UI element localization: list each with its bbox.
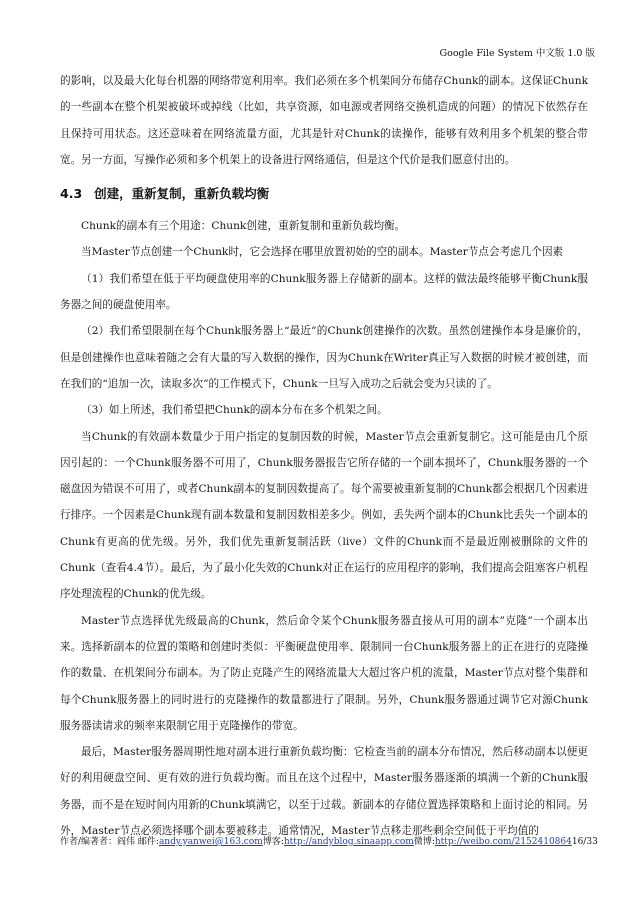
section-title: 创建，重新复制，重新负载均衡 (94, 186, 270, 202)
email-link[interactable]: andy.yanwei@163.com (158, 837, 263, 847)
page-number: 16/33 (571, 837, 598, 847)
blog-label: 博客: (262, 837, 284, 847)
author-label: 作者/编著者：阎伟 邮件: (60, 837, 159, 847)
paragraph-clone: Master节点选择优先级最高的Chunk，然后命令某个Chunk服务器直接从可用的副本”克隆”一个副本出来。选择新副本的位置的策略和创建时类似：平衡硬盘使用率、限制同一台Chunk服务器上的正在进行的克隆操作的数量、在机架间分布副本。为了防止克隆产生的网络流量大大超过客户机的流量，Master节点对整个集群和每个Chunk服务器上的同时进行的克隆操作的数量都进行了限制。另外，Chunk服务器通过调节它对源Chunk服务器读请求的频率来限制它用于克隆操作的带宽。 (60, 614, 588, 732)
paragraph-factor-2: （2）我们希望限制在每个Chunk服务器上“最近”的Chunk创建操作的次数。虽然创建操作本身是廉价的，但是创建操作也意味着随之会有大量的写入数据的操作，因为Chunk在Writer真正写入数据的时候才被创建，而在我们的“追加一次，读取多次”的工作模式下，Chunk一旦写入成功之后就会变为只读的了。 (60, 325, 588, 390)
intro-paragraph: 的影响，以及最大化每台机器的网络带宽利用率。我们必须在多个机架间分布储存Chunk的副本。这保证Chunk的一些副本在整个机架被破坏或掉线（比如，共享资源，如电源或者网络交换机造成的问题）的情况下依然存在且保持可用状态。这还意味着在网络流量方面，尤其是针对Chunk的读操作，能够有效利用多个机架的整合带宽。另一方面，写操作必须和多个机架上的设备进行网络通信，但是这个代价是我们愿意付出的。 (60, 75, 588, 166)
body-content (60, 68, 588, 844)
page-footer (60, 834, 598, 847)
paragraph-rebalancing: 最后，Master服务器周期性地对副本进行重新负载均衡：它检查当前的副本分布情况，然后移动副本以便更好的利用硬盘空间、更有效的进行负载均衡。而且在这个过程中，Master服务器逐渐的填满一个新的Chunk服务器，而不是在短时间内用新的Chunk填满它，以至于过载。新副本的存储位置选择策略和上面讨论的相同。另外，Master节点必须选择哪个副本要被移走。通常情况，Master节点移走那些剩余空间低于平均值的 (60, 746, 588, 838)
running-header: Google File System 中文版 1.0 版 (439, 48, 595, 59)
section-heading (60, 183, 588, 205)
section-number: 4.3 (60, 186, 83, 202)
paragraph-creation-factors: 当Master节点创建一个Chunk时，它会选择在哪里放置初始的空的副本。Master节点会考虑几个因素 (81, 246, 564, 259)
paragraph-factor-1: （1）我们希望在低于平均硬盘使用率的Chunk服务器上存储新的副本。这样的做法最终能够平衡Chunk服务器之间的硬盘使用率。 (60, 272, 588, 312)
paragraph-factor-3: （3）如上所述，我们希望把Chunk的副本分布在多个机架之间。 (81, 404, 388, 417)
paragraph-chunk-uses: Chunk的副本有三个用途：Chunk创建，重新复制和重新负载均衡。 (81, 220, 406, 233)
blog-link[interactable]: http://andyblog.sinaapp.com (283, 837, 414, 847)
paragraph-re-replication: 当Chunk的有效副本数量少于用户指定的复制因数的时候，Master节点会重新复制它。这可能是由几个原因引起的：一个Chunk服务器不可用了，Chunk服务器报告它所存储的一个副本损坏了，Chunk服务器的一个磁盘因为错误不可用了，或者Chunk副本的复制因数提高了。每个需要被重新复制的Chunk都会根据几个因素进行排序。一个因素是Chunk现有副本数量和复制因数相差多少。例如，丢失两个副本的Chunk比丢失一个副本的Chunk有更高的优先级。另外，我们优先重新复制活跃（live）文件的Chunk而不是最近刚被删除的文件的Chunk（查看4.4节）。最后，为了最小化失效的Chunk对正在运行的应用程序的影响，我们提高会阻塞客户机程序处理流程的Chunk的优先级。 (60, 430, 588, 601)
weibo-label: 微博: (413, 837, 435, 847)
weibo-link[interactable]: http://weibo.com/2152410864 (434, 837, 572, 847)
